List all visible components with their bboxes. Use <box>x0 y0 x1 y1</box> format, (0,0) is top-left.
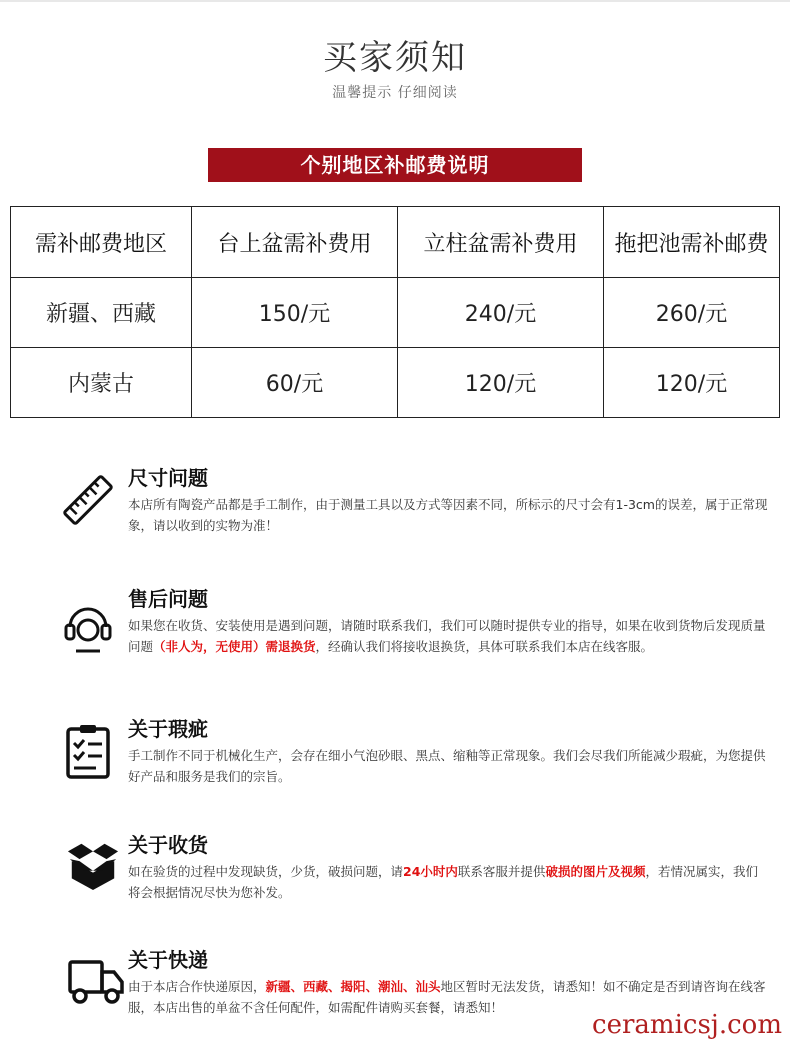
clipboard-icon <box>60 723 116 779</box>
table-cell: 新疆、西藏 <box>11 278 192 348</box>
page-header <box>0 38 790 102</box>
table-row <box>11 278 780 348</box>
highlight-text: （非人为，无使用）需退换货 <box>153 639 316 654</box>
top-divider <box>0 0 790 2</box>
table-header-row <box>11 207 780 278</box>
table-cell: 120/元 <box>398 348 604 418</box>
table-header-cell: 台上盆需补费用 <box>192 207 398 278</box>
body-text: 如果您在收货、安装使用是遇到问题，请随时联系我们，我们可以随时提供专业的指导，如果在收到货物后发现质量问题 <box>128 618 766 654</box>
truck-icon <box>68 952 124 1008</box>
highlight-text: 破损的图片及视频 <box>545 864 646 879</box>
watermark: ceramicsj.com <box>592 1010 782 1040</box>
body-text: 如在验货的过程中发现缺货，少货，破损问题，请 <box>128 864 404 879</box>
table-cell: 内蒙古 <box>11 348 192 418</box>
table-header-cell: 拖把池需补邮费 <box>604 207 780 278</box>
body-text: 地区暂时无法发货，请悉知！如不确定是否到请咨询在线客服，本店出售的单盆不含任何配件，如需配件请购买套餐，请悉知！ <box>128 979 766 1015</box>
section-title: 售后问题 <box>128 587 208 611</box>
table-header-cell: 立柱盆需补费用 <box>398 207 604 278</box>
package-icon <box>66 835 120 891</box>
section-body <box>128 615 768 657</box>
table-cell: 240/元 <box>398 278 604 348</box>
table-cell: 260/元 <box>604 278 780 348</box>
section-aftersale <box>60 583 766 673</box>
highlight-text: 24小时内 <box>403 864 458 879</box>
highlight-text: 新疆、西藏、揭阳、潮汕、汕头 <box>265 979 441 994</box>
table-cell: 60/元 <box>192 348 398 418</box>
page-subtitle: 温馨提示 仔细阅读 <box>332 85 458 101</box>
headset-icon <box>60 597 116 653</box>
table-row <box>11 348 780 418</box>
table-cell: 150/元 <box>192 278 398 348</box>
section-title: 关于快递 <box>128 948 208 972</box>
section-flaw <box>60 713 766 793</box>
section-title: 关于收货 <box>128 833 208 857</box>
section-receive <box>60 829 760 909</box>
section-title: 关于瑕疵 <box>128 717 208 741</box>
section-size <box>60 462 768 542</box>
section-banner: 个别地区补邮费说明 <box>208 148 582 182</box>
table-cell: 120/元 <box>604 348 780 418</box>
table-header-cell: 需补邮费地区 <box>11 207 192 278</box>
section-body: 手工制作不同于机械化生产，会存在细小气泡砂眼、黑点、缩釉等正常现象。我们会尽我们所能减少瑕疵，为您提供好产品和服务是我们的宗旨。 <box>128 748 766 784</box>
postage-fee-table <box>10 206 780 418</box>
ruler-icon <box>60 472 116 528</box>
body-text: ，经确认我们将接收退换货，具体可联系我们本店在线客服。 <box>315 639 654 654</box>
page-title: 买家须知 <box>323 38 467 78</box>
section-body: 本店所有陶瓷产品都是手工制作，由于测量工具以及方式等因素不同，所标示的尺寸会有1-3cm的误差，属于正常现象，请以收到的实物为准！ <box>128 497 768 533</box>
body-text: 由于本店合作快递原因， <box>128 979 266 994</box>
section-title: 尺寸问题 <box>128 466 208 490</box>
body-text: ，若情况属实，我们将会根据情况尽快为您补发。 <box>128 864 758 900</box>
section-body <box>128 861 768 903</box>
body-text: 联系客服并提供 <box>457 864 546 879</box>
